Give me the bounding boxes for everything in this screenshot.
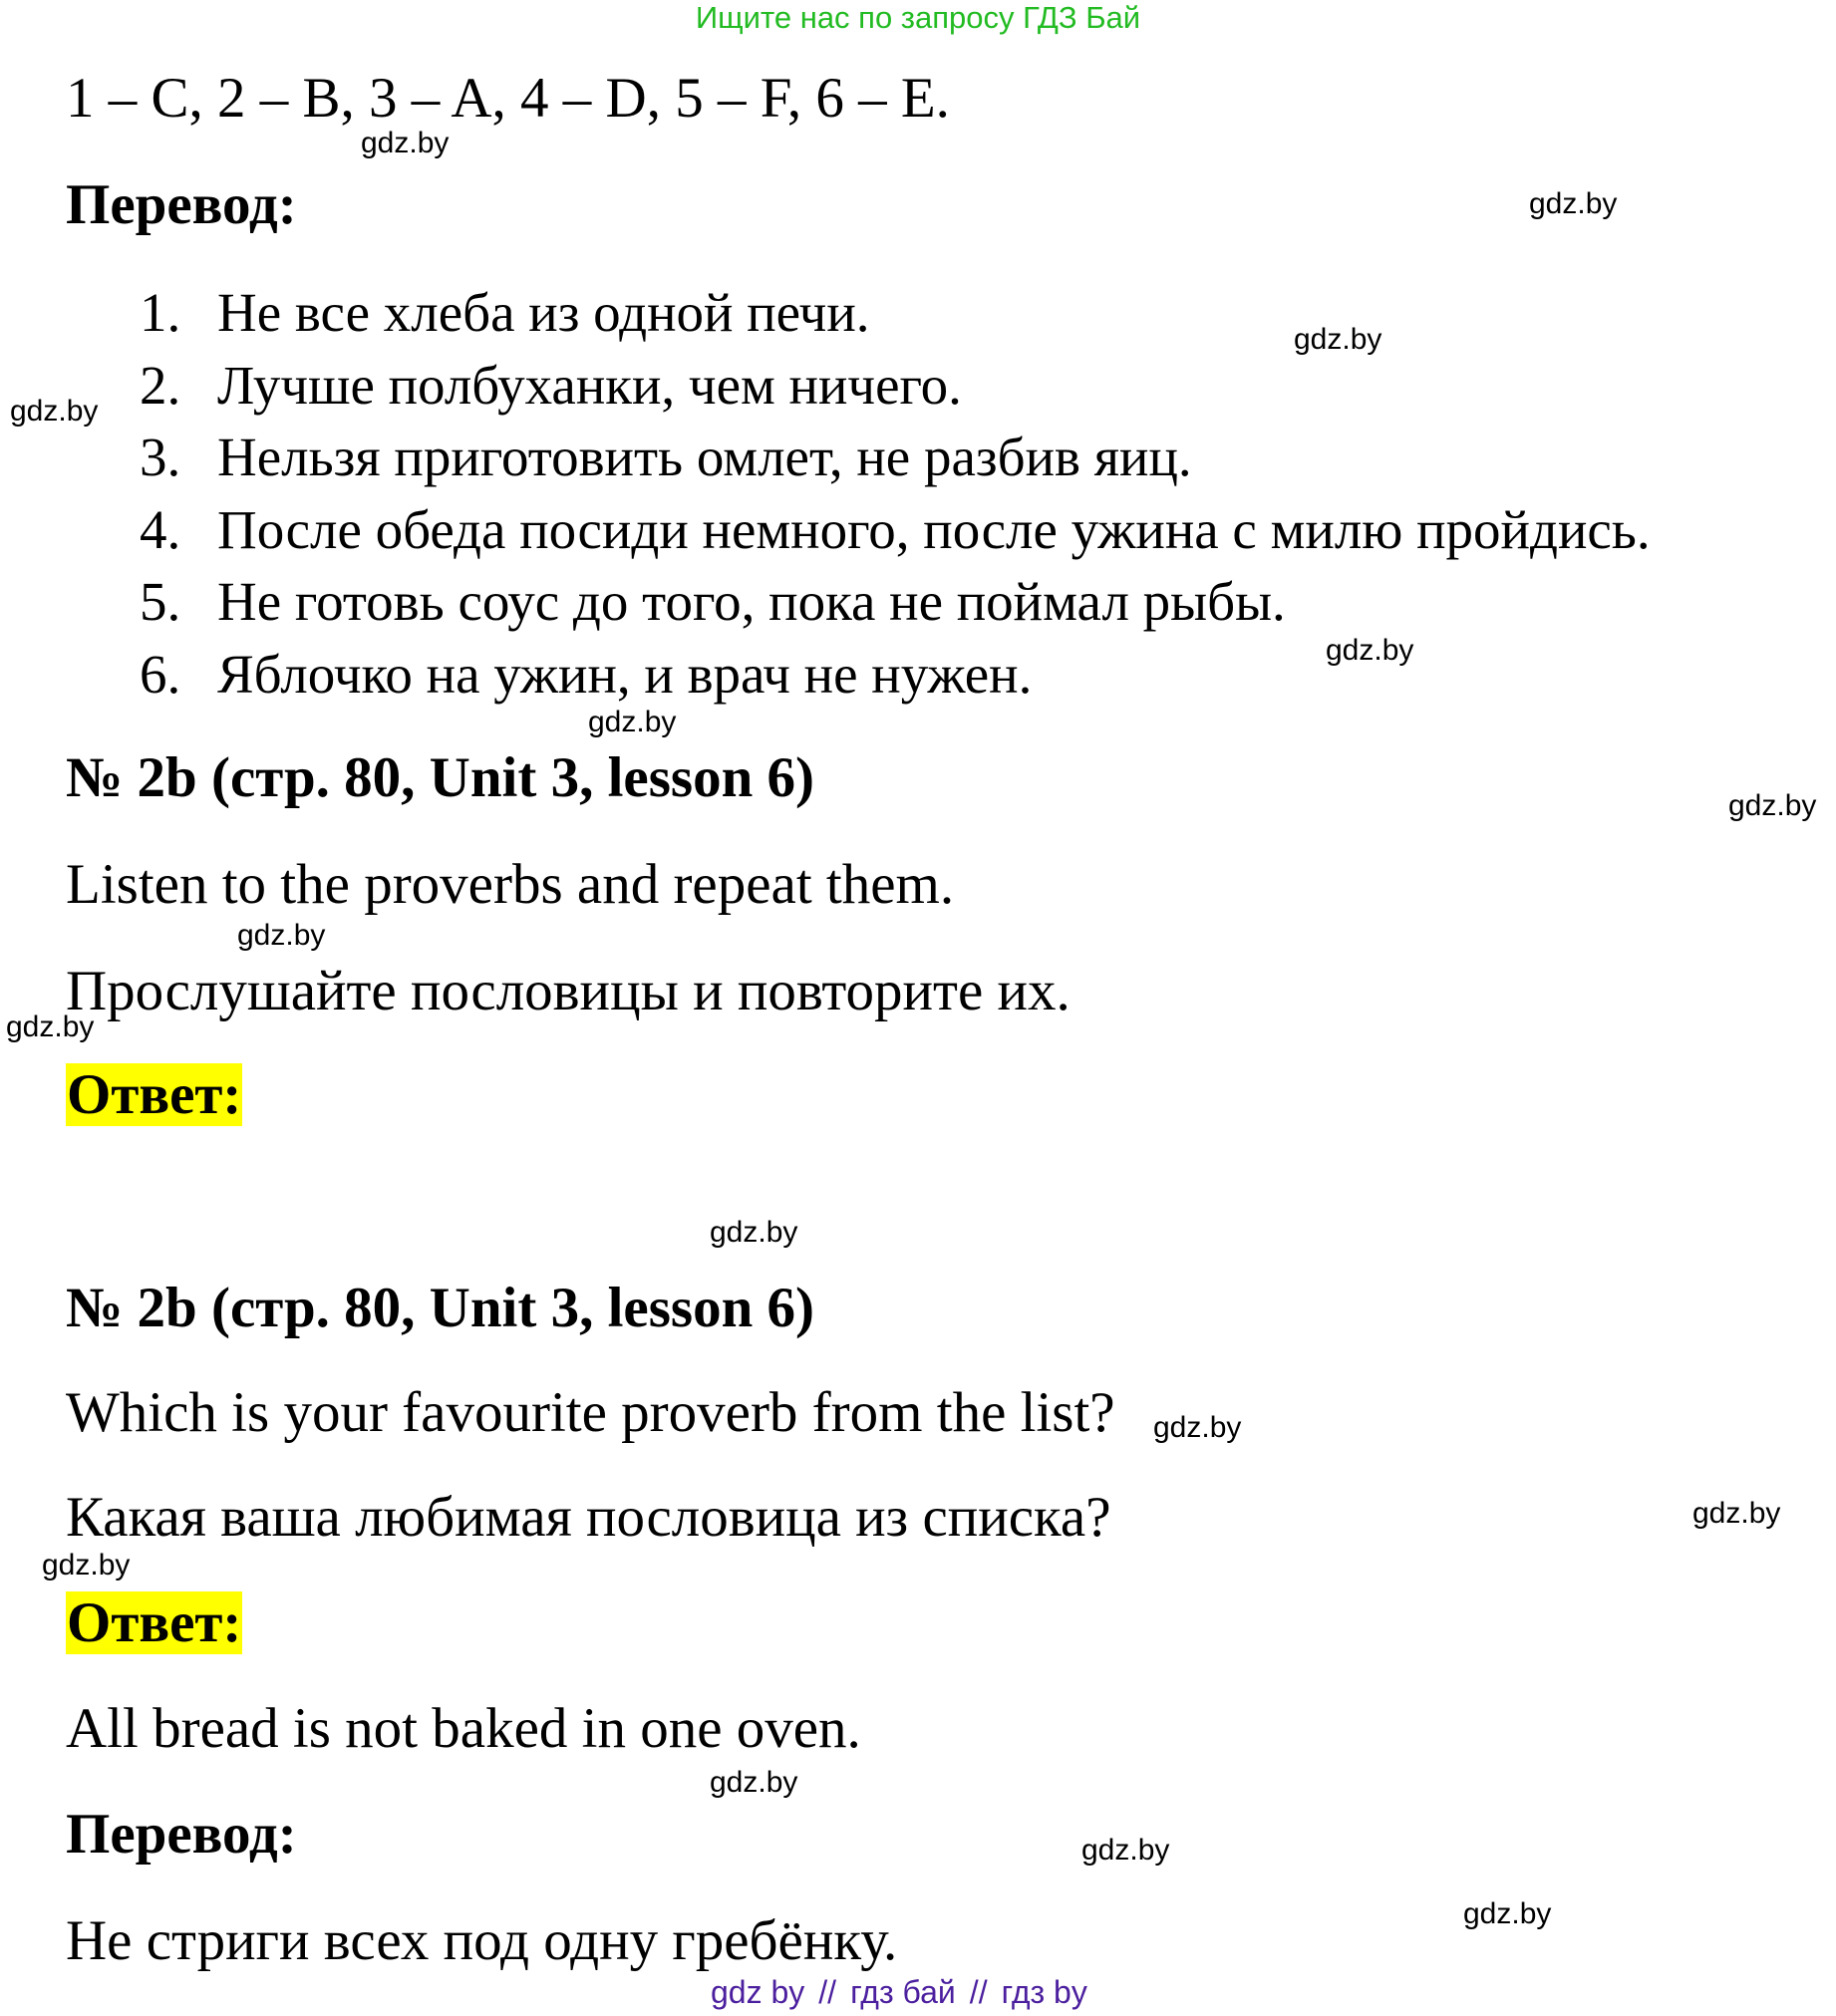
watermark: gdz.by [710, 1766, 798, 1799]
watermark: gdz.by [237, 919, 326, 952]
list-item [140, 350, 1651, 423]
list-item-number: 6. [140, 643, 181, 705]
list-item [140, 566, 1651, 639]
task-heading: № 2b (стр. 80, Unit 3, lesson 6) [66, 746, 815, 809]
list-item [140, 639, 1651, 712]
list-item-text: Лучше полбуханки, чем ничего. [217, 354, 962, 416]
watermark: gdz.by [1692, 1497, 1781, 1530]
list-item-text: Не готовь соус до того, пока не поймал рыбы. [217, 571, 1286, 632]
translation-label: Перевод: [66, 1803, 297, 1866]
watermark: gdz.by [10, 395, 99, 428]
list-item [140, 422, 1651, 494]
footer-separator: // [969, 1974, 988, 2010]
watermark: gdz.by [1326, 634, 1414, 667]
translation-list [140, 277, 1651, 711]
watermark: gdz.by [1463, 1897, 1552, 1930]
site-banner: Ищите нас по запросу ГДЗ Бай [695, 0, 1141, 35]
list-item-text: Яблочко на ужин, и врач не нужен. [217, 643, 1033, 705]
list-item-number: 2. [140, 354, 181, 416]
watermark: gdz.by [361, 127, 450, 159]
answer-text: All bread is not baked in one oven. [66, 1697, 861, 1760]
task-instruction-english: Which is your favourite proverb from the list? [66, 1381, 1115, 1444]
watermark: gdz.by [42, 1549, 131, 1582]
translation-text: Не стриги всех под одну гребёнку. [66, 1909, 898, 1972]
task-instruction-english: Listen to the proverbs and repeat them. [66, 853, 955, 916]
task-instruction-russian: Прослушайте пословицы и повторите их. [66, 960, 1071, 1022]
task-heading: № 2b (стр. 80, Unit 3, lesson 6) [66, 1277, 815, 1339]
answer-label [66, 1062, 242, 1128]
list-item [140, 277, 1651, 350]
watermark: gdz.by [710, 1216, 798, 1249]
footer-separator: // [818, 1974, 837, 2010]
list-item [140, 494, 1651, 567]
watermark: gdz.by [1728, 789, 1817, 822]
watermark: gdz.by [1081, 1834, 1170, 1867]
answers-line: 1 – C, 2 – B, 3 – A, 4 – D, 5 – F, 6 – E. [66, 67, 950, 130]
list-item-number: 1. [140, 282, 181, 343]
list-item-text: Не все хлеба из одной печи. [217, 282, 870, 343]
answer-label-highlight: Ответ: [67, 1063, 242, 1126]
list-item-number: 3. [140, 427, 181, 487]
footer-link[interactable]: гдз by [1001, 1974, 1087, 2010]
translation-label: Перевод: [66, 173, 297, 236]
watermark: gdz.by [1294, 323, 1382, 356]
footer-links [711, 1974, 1087, 2011]
watermark: gdz.by [1529, 187, 1618, 220]
answer-label [66, 1590, 242, 1656]
list-item-text: После обеда посиди немного, после ужина с милю пройдись. [217, 498, 1651, 560]
watermark: gdz.by [1153, 1411, 1242, 1444]
task-instruction-russian: Какая ваша любимая пословица из списка? [66, 1486, 1111, 1549]
answer-label-highlight: Ответ: [67, 1591, 242, 1654]
list-item-number: 4. [140, 498, 181, 560]
list-item-text: Нельзя приготовить омлет, не разбив яиц. [217, 427, 1192, 487]
footer-link[interactable]: гдз бай [850, 1974, 956, 2010]
list-item-number: 5. [140, 571, 181, 632]
watermark: gdz.by [6, 1010, 95, 1043]
footer-link[interactable]: gdz by [711, 1974, 805, 2010]
watermark: gdz.by [588, 706, 677, 738]
